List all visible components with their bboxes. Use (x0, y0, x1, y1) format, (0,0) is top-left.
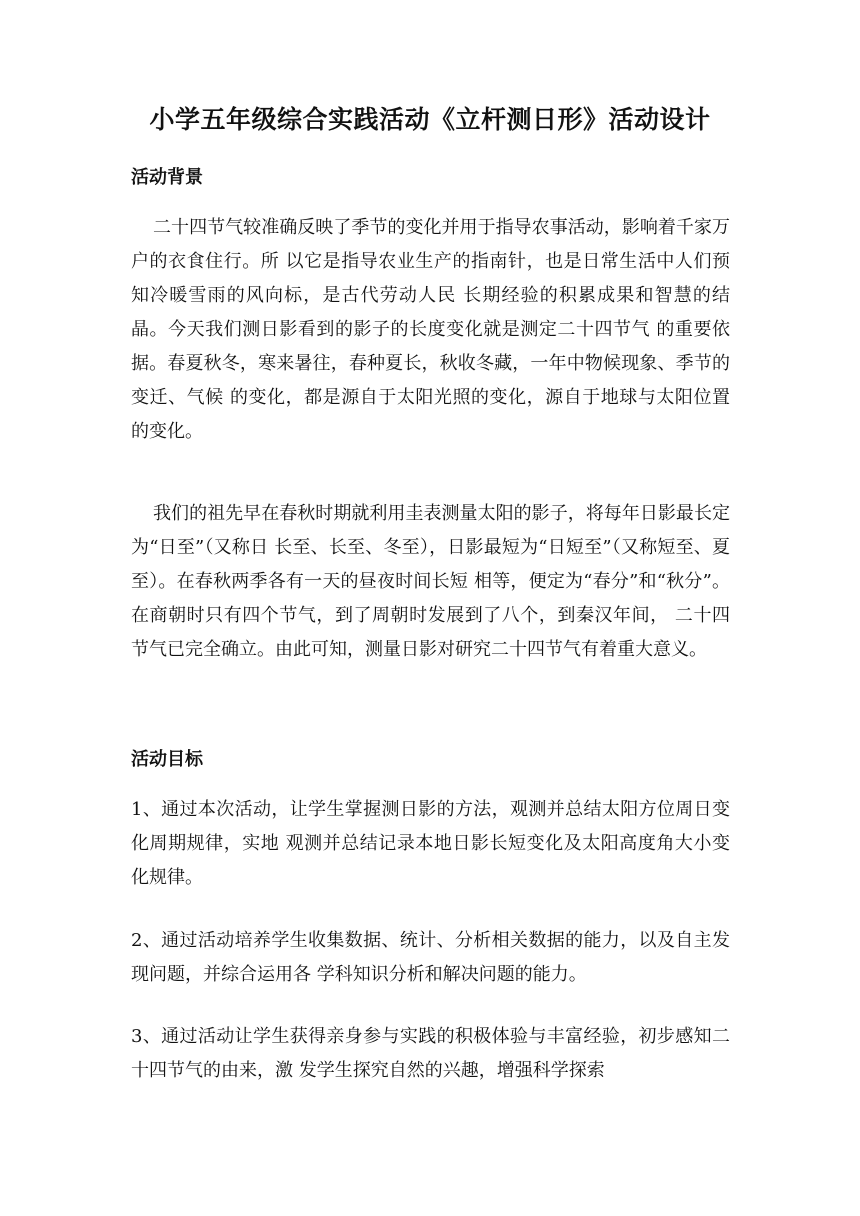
background-paragraph-2: 我们的祖先早在春秋时期就利用圭表测量太阳的影子，将每年日影最长定为“日至”（又称日 长至、长至、冬至），日影最短为“日短至”（又称短至、夏至）。在春秋两季各有一天的昼夜时间长短 相等，便定为“春分”和“秋分”。在商朝时只有四个节气，到了周朝时发展到了八个，到秦汉年间， 二十四节气已完全确立。由此可知，测量日影对研究二十四节气有着重大意义。 (131, 503, 730, 660)
section-heading-background: 活动背景 (131, 167, 203, 188)
goal-item-3: 3、通过活动让学生获得亲身参与实践的积极体验与丰富经验，初步感知二十四节气的由来，激 发学生探究自然的兴趣，增强科学探索 (131, 1026, 730, 1081)
background-paragraph-1: 二十四节气较准确反映了季节的变化并用于指导农事活动，影响着千家万户的衣食住行。所 以它是指导农业生产的指南针，也是日常生活中人们预知冷暖雪雨的风向标，是古代劳动人民 长期经验的积累成果和智慧的结晶。今天我们测日影看到的影子的长度变化就是测定二十四节气 的重要依据。春夏秋冬，寒来暑往，春种夏长，秋收冬藏，一年中物候现象、季节的变迁、气候 的变化，都是源自于太阳光照的变化，源自于地球与太阳位置的变化。 (131, 217, 730, 442)
goal-item-2: 2、通过活动培养学生收集数据、统计、分析相关数据的能力，以及自主发现问题，并综合运用各 学科知识分析和解决问题的能力。 (131, 930, 730, 985)
document-title: 小学五年级综合实践活动《立杆测日形》活动设计 (149, 105, 711, 134)
goal-item-1: 1、通过本次活动，让学生掌握测日影的方法，观测并总结太阳方位周日变化周期规律，实地 观测并总结记录本地日影长短变化及太阳高度角大小变化规律。 (131, 799, 730, 888)
section-heading-goals: 活动目标 (131, 749, 203, 770)
